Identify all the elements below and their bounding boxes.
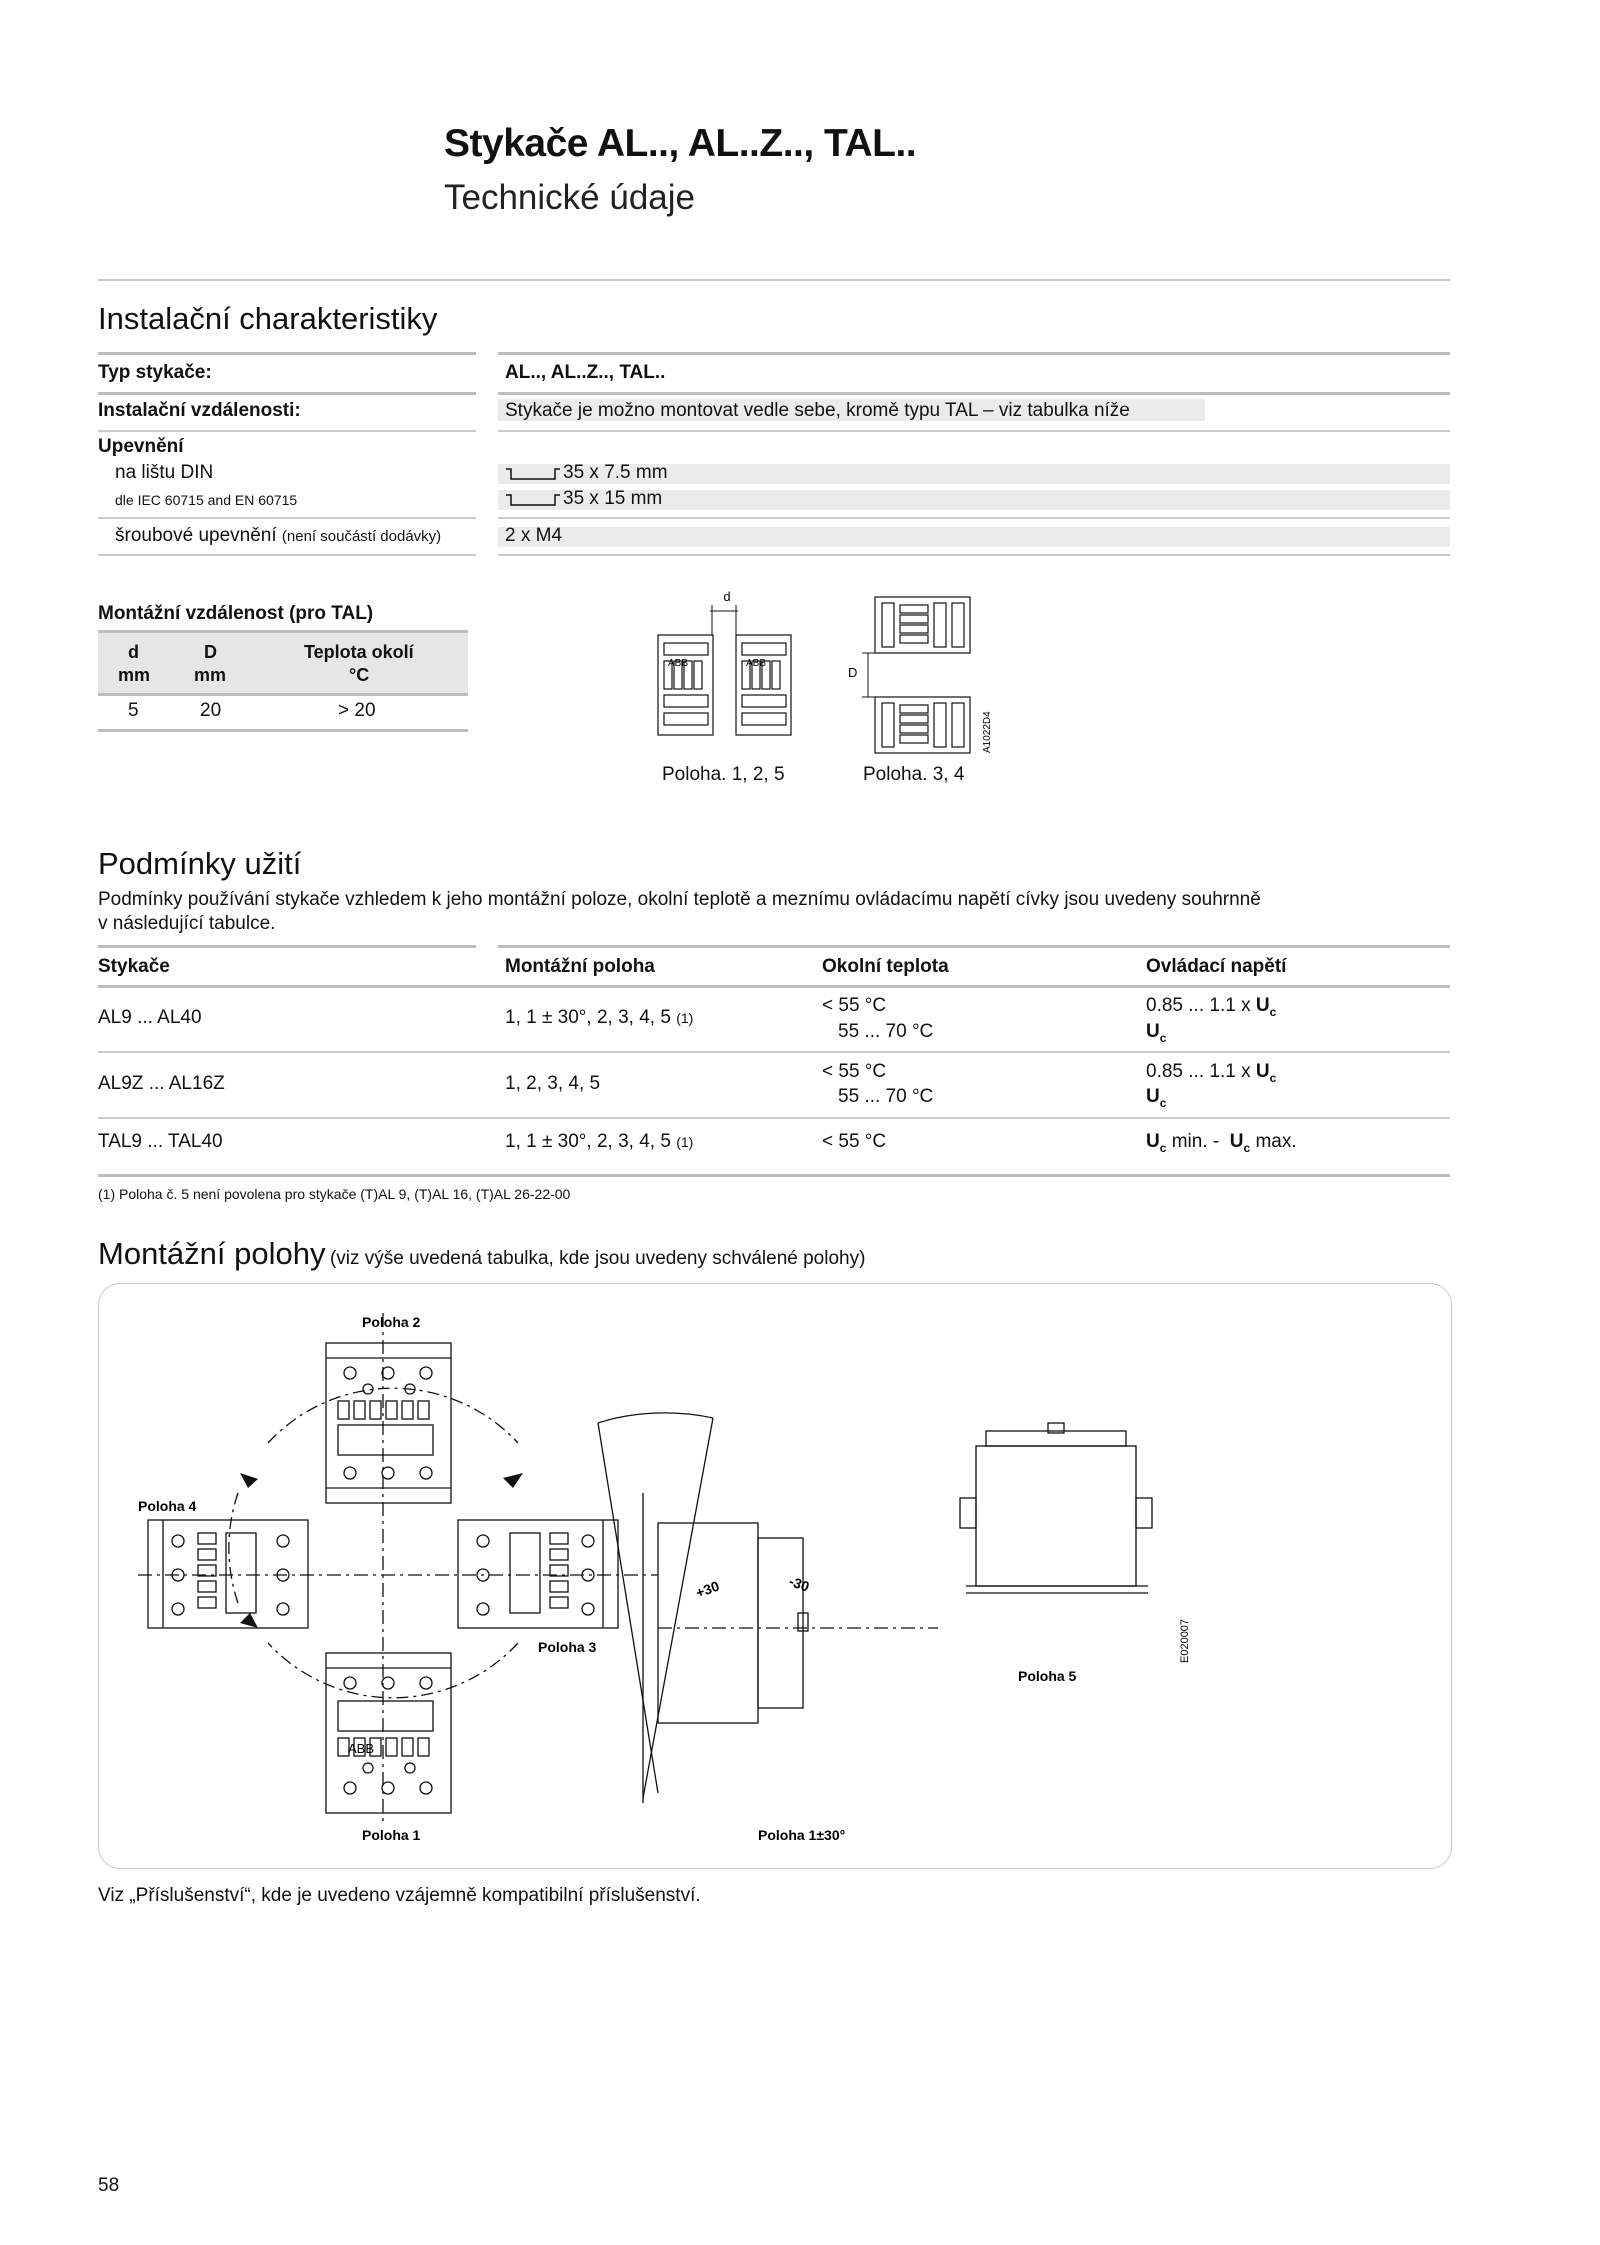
install-rule-right (498, 352, 1450, 355)
contactor-position-2 (326, 1343, 451, 1503)
cond-row-1-temp-1: < 55 °C (822, 995, 887, 1016)
distance-label: Instalační vzdálenosti: (98, 400, 301, 421)
cond-row-3-voltage2-sub: c (1243, 1140, 1251, 1155)
label-position-1: Poloha 1 (362, 1827, 421, 1843)
cond-row-1-position-text: 1, 1 ± 30°, 2, 3, 4, 5 (505, 1007, 671, 1028)
cond-row-3-voltage-sub: c (1159, 1140, 1167, 1155)
cond-rule-top-2 (498, 945, 1450, 948)
cond-rule-top-1 (98, 945, 476, 948)
fig-abb-1: ABB (668, 658, 689, 669)
conditions-intro-2: v následující tabulce. (98, 913, 276, 934)
cond-row-1-voltage-2 (1146, 1021, 1166, 1045)
fig-caption-1: Poloha. 1, 2, 5 (662, 764, 785, 785)
din-rail-icon-15 (505, 492, 561, 508)
install-rule-5l (98, 554, 476, 556)
din-standard: dle IEC 60715 and EN 60715 (115, 492, 298, 508)
install-section-title: Instalační charakteristiky (98, 301, 438, 336)
md-header-D: D (204, 642, 217, 662)
fig-contactor-top-rotated (875, 597, 970, 653)
din-rail-icon-7-5 (505, 466, 561, 482)
cond-row-2-voltage-sub: c (1269, 1070, 1277, 1085)
install-rule-2r (498, 392, 1450, 395)
cond-header-temperature: Okolní teplota (822, 956, 949, 977)
page-number: 58 (98, 2175, 120, 2196)
label-position-4: Poloha 4 (138, 1498, 197, 1514)
cond-row-2-voltage2-sub: c (1159, 1095, 1167, 1110)
cond-row-1-type: AL9 ... AL40 (98, 1007, 202, 1028)
din-value-2: 35 x 15 mm (563, 488, 663, 509)
cond-header-position: Montážní poloha (505, 956, 655, 977)
md-rule-mid (98, 693, 468, 696)
din-label: na lištu DIN (115, 462, 214, 483)
cond-row-2-voltage-1 (1146, 1061, 1276, 1085)
cond-row-2-voltage2-u: U (1146, 1086, 1160, 1107)
install-rule-3l (98, 430, 476, 432)
accessories-note: Viz „Příslušenství“, kde je uvedeno vzájemně kompatibilní příslušenství. (98, 1885, 701, 1906)
cond-row-3-voltage2-u: U (1229, 1131, 1244, 1152)
cond-row-1-position (505, 1007, 693, 1029)
label-position-2: Poloha 2 (362, 1314, 421, 1330)
fig-contactor-right (736, 635, 791, 735)
cond-row-2-voltage-2 (1146, 1086, 1166, 1110)
install-rule-4r (498, 517, 1450, 519)
abb-position-1: ABB (348, 1741, 375, 1756)
fig-d-label: d (723, 589, 731, 604)
cond-header-voltage: Ovládací napětí (1146, 956, 1287, 977)
positions-section-title-line (98, 1236, 865, 1272)
screw-value-bg (498, 527, 1450, 547)
contactor-position-4 (148, 1520, 308, 1628)
cond-row-3-voltage-u: U (1146, 1131, 1160, 1152)
mount-distance-title: Montážní vzdálenost (pro TAL) (98, 603, 374, 624)
md-header-d: d (128, 642, 139, 662)
arrow-head-left-bottom (240, 1613, 258, 1628)
label-minus-30: -30 (786, 1572, 812, 1595)
fig-abb-2: ABB (746, 658, 767, 669)
cond-header-type: Stykače (98, 956, 170, 977)
cond-row-3-voltage-max: max. (1255, 1131, 1297, 1152)
cond-row-1-position-note: (1) (676, 1010, 694, 1026)
page-subtitle: Technické údaje (444, 178, 695, 217)
cond-row-3-temp-1: < 55 °C (822, 1131, 887, 1152)
mounting-distance-figure (650, 585, 1010, 760)
cond-row-1-voltage-sub: c (1269, 1004, 1277, 1019)
cond-row-3-type: TAL9 ... TAL40 (98, 1131, 223, 1152)
fig-contactor-left (658, 635, 713, 735)
cond-row-3-position-text: 1, 1 ± 30°, 2, 3, 4, 5 (505, 1131, 671, 1152)
fig-D-label: D (848, 665, 858, 680)
conditions-intro-1: Podmínky používání stykače vzhledem k jeho montážní poloze, okolní teplotě a meznímu ovládacímu napětí cívky jsou uvedeny souhrnně (98, 889, 1261, 910)
page-title: Stykače AL.., AL..Z.., TAL.. (444, 122, 917, 165)
md-header-D-unit: mm (194, 665, 227, 685)
cond-row-1-voltage2-u: U (1146, 1021, 1160, 1042)
label-position-3: Poloha 3 (538, 1639, 597, 1655)
cond-row-3-voltage-min: min. - (1171, 1131, 1220, 1152)
conditions-section-title: Podmínky užití (98, 846, 302, 881)
install-rule-3r (498, 430, 1450, 432)
mount-label: Upevnění (98, 436, 184, 457)
install-rule-5r (498, 554, 1450, 556)
fig-code: A1022D4 (982, 711, 993, 753)
din-value-1: 35 x 7.5 mm (563, 462, 668, 483)
cond-row-2-temp-2: 55 ... 70 °C (838, 1086, 934, 1107)
md-value-temp: > 20 (338, 700, 376, 721)
conditions-footnote: (1) Poloha č. 5 není povolena pro stykače (T)AL 9, (T)AL 16, (T)AL 26-22-00 (98, 1186, 571, 1202)
type-value: AL.., AL..Z.., TAL.. (505, 362, 666, 383)
contactor-position-5 (960, 1423, 1152, 1593)
positions-section-title: Montážní polohy (98, 1236, 326, 1271)
label-position-1-30: Poloha 1±30° (758, 1827, 846, 1843)
md-rule-bottom (98, 729, 468, 732)
fig-caption-2: Poloha. 3, 4 (863, 764, 965, 785)
cond-row-2-voltage-u: U (1255, 1061, 1270, 1082)
distance-value: Stykače je možno montovat vedle sebe, kromě typu TAL – viz tabulka níže (505, 400, 1130, 421)
cond-row-1-voltage-u: U (1255, 995, 1270, 1016)
cond-rule-row-1 (98, 1051, 1450, 1053)
md-header-temp: Teplota okolí (304, 642, 414, 662)
cond-row-1-voltage2-sub: c (1159, 1030, 1167, 1045)
cond-row-3-position (505, 1131, 693, 1153)
cond-row-1-voltage-factor: 0.85 ... 1.1 x (1146, 995, 1251, 1016)
md-value-D: 20 (200, 700, 222, 721)
label-position-5: Poloha 5 (1018, 1668, 1077, 1684)
install-rule-left (98, 352, 476, 355)
arrow-head-left-top (240, 1473, 258, 1488)
screw-value: 2 x M4 (505, 525, 563, 546)
cond-row-2-temp-1: < 55 °C (822, 1061, 887, 1082)
arc-left (229, 1493, 238, 1603)
md-header-d-unit: mm (118, 665, 151, 685)
md-header-temp-unit: °C (349, 665, 370, 685)
contactor-position-1-30 (598, 1413, 938, 1803)
screw-label (115, 525, 441, 547)
cond-row-2-type: AL9Z ... AL16Z (98, 1073, 225, 1094)
arrow-head-right-top (503, 1473, 523, 1488)
cond-rule-row-2 (98, 1117, 1450, 1119)
positions-section-note: (viz výše uvedená tabulka, kde jsou uvedeny schválené polohy) (329, 1248, 866, 1269)
install-rule-4l (98, 517, 476, 519)
cond-row-2-voltage-factor: 0.85 ... 1.1 x (1146, 1061, 1251, 1082)
type-label: Typ stykače: (98, 362, 212, 383)
arc-bottom (268, 1643, 518, 1698)
install-rule-2l (98, 392, 476, 395)
cond-row-3-voltage (1146, 1131, 1297, 1155)
positions-figure-code: E020007 (1179, 1618, 1191, 1663)
md-value-d: 5 (128, 700, 139, 721)
label-plus-30: +30 (693, 1577, 722, 1601)
cond-row-1-temp-2: 55 ... 70 °C (838, 1021, 934, 1042)
cond-rule-bottom (98, 1174, 1450, 1177)
header-divider (98, 279, 1450, 281)
screw-label-text: šroubové upevnění (115, 525, 277, 546)
arc-top (268, 1388, 518, 1443)
positions-figure (98, 1283, 1450, 1867)
cond-rule-header (98, 985, 1450, 988)
contactor-position-3 (458, 1520, 618, 1628)
contactor-position-1 (326, 1653, 451, 1813)
fig-contactor-bottom-rotated (875, 697, 970, 753)
cond-row-3-position-note: (1) (676, 1134, 694, 1150)
screw-note: (není součástí dodávky) (281, 528, 442, 545)
cond-row-1-voltage-1 (1146, 995, 1276, 1019)
cond-row-2-position: 1, 2, 3, 4, 5 (505, 1073, 601, 1094)
